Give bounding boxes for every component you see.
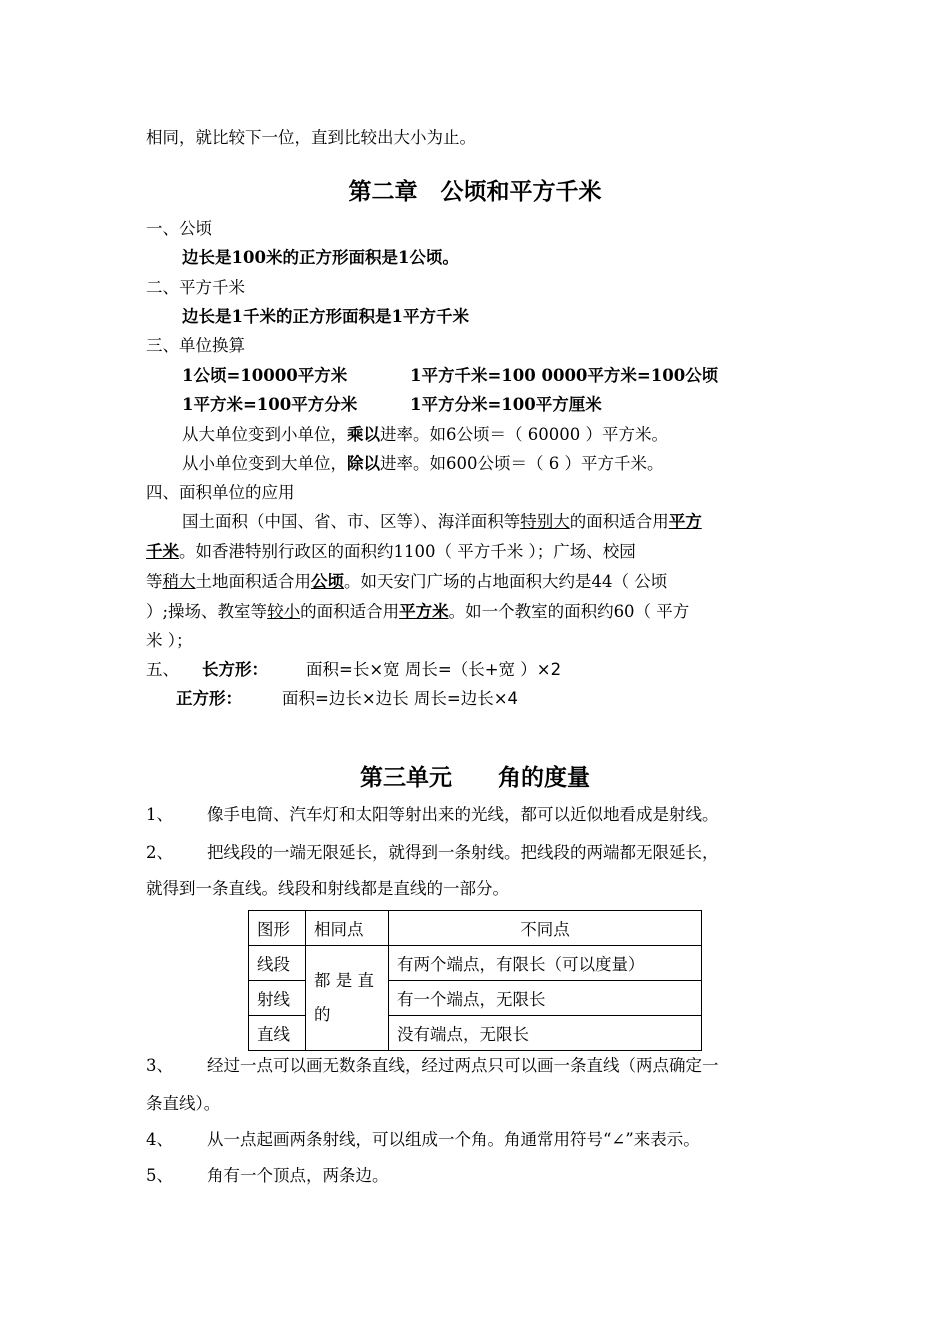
chapter-3-title: 第三单元 角的度量 bbox=[360, 765, 590, 791]
section-4-heading: 四、面积单位的应用 bbox=[146, 483, 295, 502]
section-2-heading: 二、平方千米 bbox=[146, 278, 245, 297]
rule-small-to-large: 从小单位变到大单位，除以进率。如600公顷＝（ 6 ）平方千米。 bbox=[182, 454, 664, 473]
table-row bbox=[249, 946, 702, 981]
item-3: 3、 经过一点可以画无数条直线，经过两点只可以画一条直线（两点确定一 bbox=[146, 1056, 719, 1075]
header-common: 相同点 bbox=[306, 911, 389, 946]
rectangle-label: 长方形： bbox=[202, 660, 268, 679]
paragraph-line-4: ）;操场、教室等较小的面积适合用平方米。如一个教室的面积约60（ 平方 bbox=[146, 602, 690, 621]
conversion-sq-km: 1平方千米=100 0000平方米=100公顷 bbox=[410, 366, 719, 385]
header-shape: 图形 bbox=[249, 911, 306, 946]
cell-common: 都 是 直 的 bbox=[306, 946, 389, 1051]
rectangle-formula: 面积=长×宽 周长=（长+宽 ）×2 bbox=[306, 660, 562, 679]
conversion-sq-dm: 1平方分米=100平方厘米 bbox=[410, 395, 602, 414]
continuation-line: 相同，就比较下一位，直到比较出大小为止。 bbox=[146, 128, 476, 147]
square-formula: 面积=边长×边长 周长=边长×4 bbox=[282, 689, 519, 708]
header-difference: 不同点 bbox=[389, 911, 702, 946]
cell-shape: 线段 bbox=[249, 946, 306, 981]
item-1: 1、 像手电筒、汽车灯和太阳等射出来的光线，都可以近似地看成是射线。 bbox=[146, 805, 719, 824]
chapter-2-title: 第二章 公顷和平方千米 bbox=[348, 179, 602, 205]
paragraph-line-5: 米 ）； bbox=[146, 631, 193, 650]
section-3-heading: 三、单位换算 bbox=[146, 336, 245, 355]
item-4: 4、 从一点起画两条射线，可以组成一个角。角通常用符号“∠”来表示。 bbox=[146, 1130, 700, 1149]
paragraph-line-1: 国土面积（中国、省、市、区等）、海洋面积等特别大的面积适合用平方 bbox=[182, 512, 702, 531]
sq-km-definition: 边长是1千米的正方形面积是1平方千米 bbox=[182, 307, 469, 326]
rule-large-to-small: 从大单位变到小单位，乘以进率。如6公顷＝（ 60000 ）平方米。 bbox=[182, 425, 668, 444]
paragraph-line-2: 千米。如香港特别行政区的面积约1100（ 平方千米 ）；广场、校园 bbox=[146, 542, 636, 561]
item-2-continued: 就得到一条直线。线段和射线都是直线的一部分。 bbox=[146, 879, 509, 898]
section-1-heading: 一、公顷 bbox=[146, 219, 212, 238]
line-comparison-table bbox=[248, 910, 702, 1051]
cell-shape: 直线 bbox=[249, 1016, 306, 1051]
square-label: 正方形： bbox=[176, 689, 242, 708]
table-header-row bbox=[249, 911, 702, 946]
item-3-continued: 条直线）。 bbox=[146, 1094, 221, 1113]
cell-difference: 有两个端点，有限长（可以度量） bbox=[389, 946, 702, 981]
hectare-definition: 边长是100米的正方形面积是1公顷。 bbox=[182, 248, 459, 267]
conversion-hectare: 1公顷=10000平方米 bbox=[182, 366, 348, 385]
section-5-heading: 五、 bbox=[146, 660, 179, 679]
cell-shape: 射线 bbox=[249, 981, 306, 1016]
conversion-sq-m: 1平方米=100平方分米 bbox=[182, 395, 358, 414]
cell-difference: 有一个端点，无限长 bbox=[389, 981, 702, 1016]
paragraph-line-3: 等稍大土地面积适合用公顷。如天安门广场的占地面积大约是44（ 公顷 bbox=[146, 572, 668, 591]
item-2: 2、 把线段的一端无限延长，就得到一条射线。把线段的两端都无限延长， bbox=[146, 843, 719, 862]
item-5: 5、 角有一个顶点，两条边。 bbox=[146, 1166, 389, 1185]
cell-difference: 没有端点，无限长 bbox=[389, 1016, 702, 1051]
